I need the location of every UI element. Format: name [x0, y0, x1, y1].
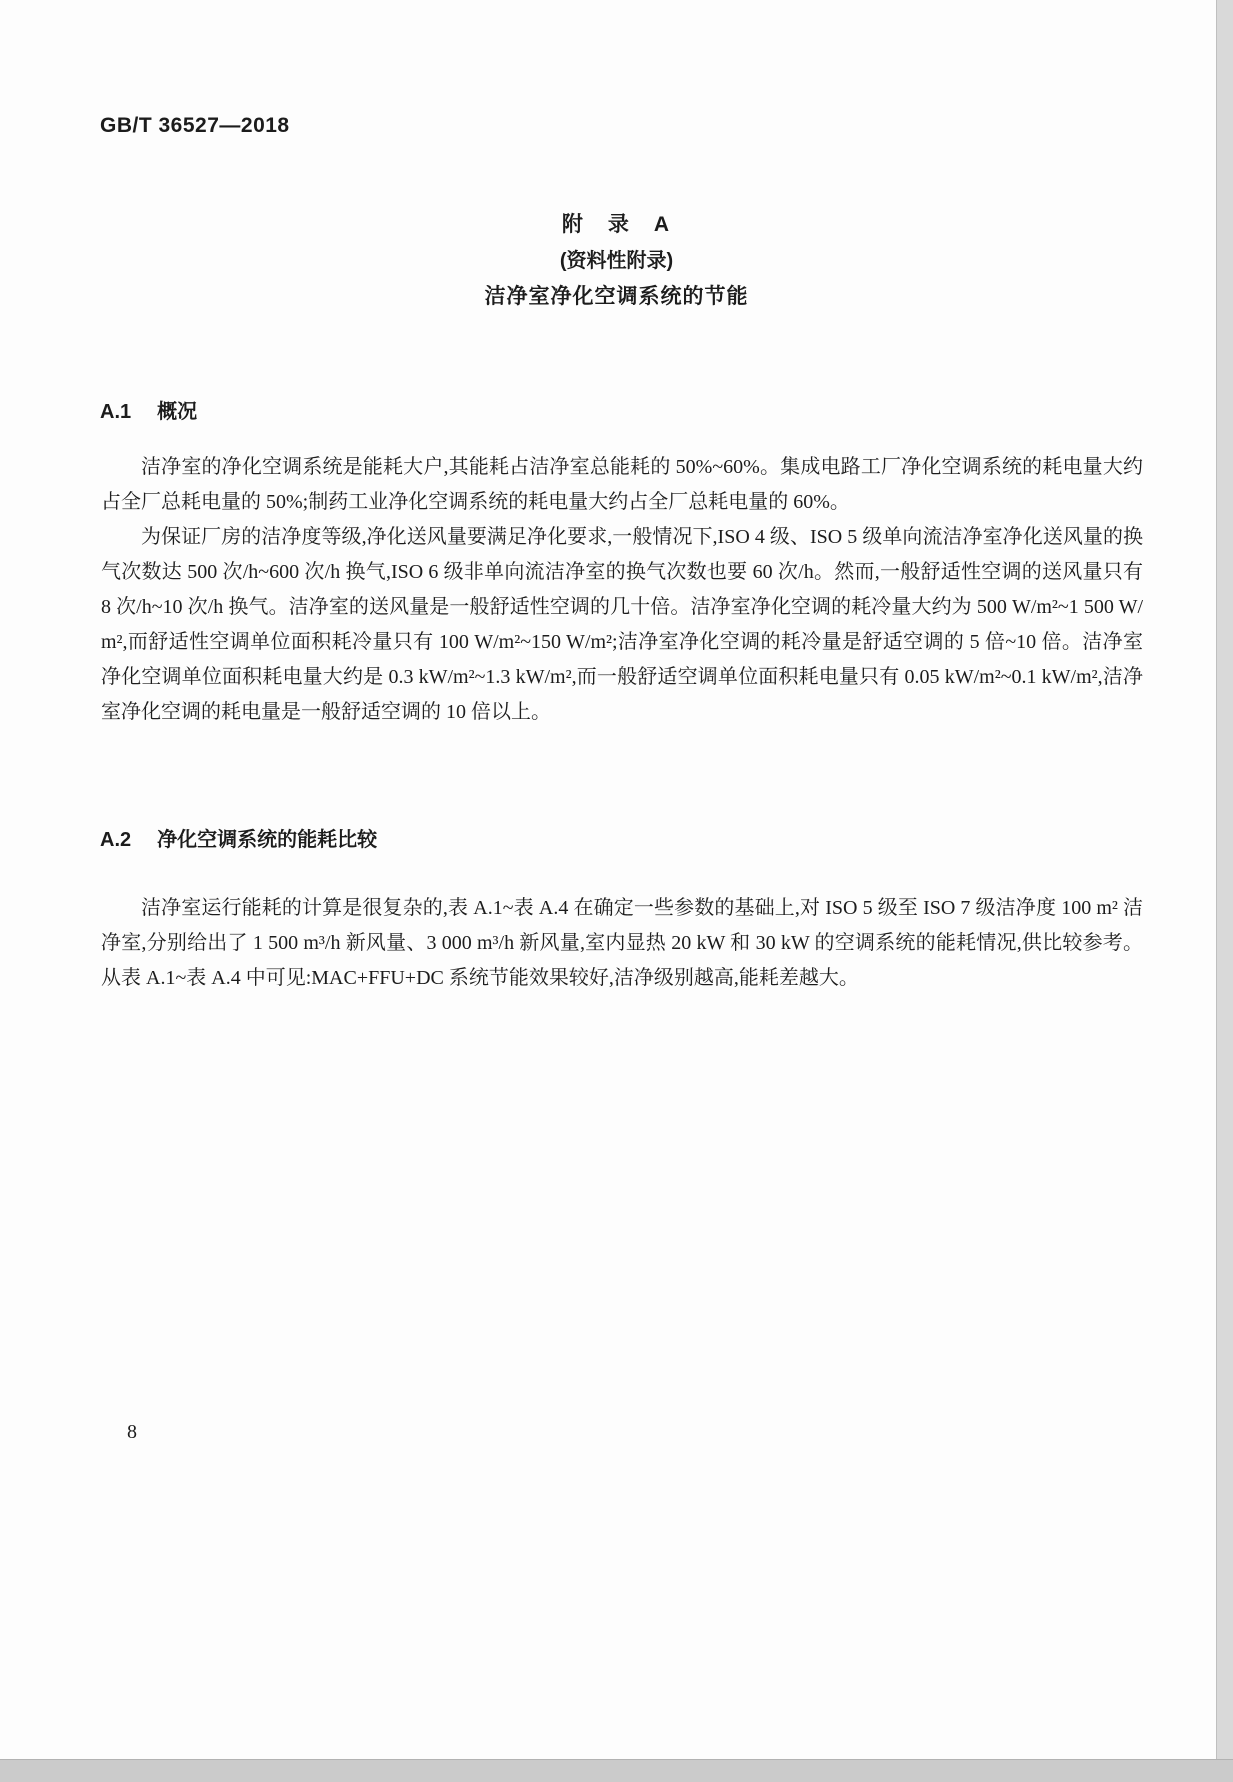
appendix-title: 附 录 A [561, 213, 672, 236]
section-title: 概况 [157, 401, 198, 423]
scan-edge-bottom [0, 1759, 1233, 1782]
section-heading-a2 [100, 826, 377, 854]
scan-edge-right [1216, 0, 1233, 1782]
standard-number: GB/T 36527—2018 [100, 114, 290, 137]
paragraph: 洁净室的净化空调系统是能耗大户,其能耗占洁净室总能耗的 50%~60%。集成电路工厂净化空调系统的耗电量大约占全厂总耗电量的 50%;制药工业净化空调系统的耗电量大约占全厂总耗电量的 60%。 [101, 456, 1143, 513]
section-a2-body [101, 891, 1143, 996]
appendix-title-block [0, 207, 1233, 315]
section-number: A.1 [100, 401, 132, 423]
appendix-subtitle: (资料性附录) [559, 250, 674, 272]
paragraph: 洁净室运行能耗的计算是很复杂的,表 A.1~表 A.4 在确定一些参数的基础上,对 ISO 5 级至 ISO 7 级洁净度 100 m² 洁净室,分别给出了 1 500 m³/h 新风量、3 000 m³/h 新风量,室内显热 20 kW 和 30 kW 的空调系统的能耗情况,供比较参考。从表 A.1~表 A.4 中可见:MAC+FFU+DC 系统节能效果较好,洁净级别越高,能耗差越大。 [101, 897, 1143, 989]
section-heading-a1 [100, 398, 197, 426]
paragraph: 为保证厂房的洁净度等级,净化送风量要满足净化要求,一般情况下,ISO 4 级、ISO 5 级单向流洁净室净化送风量的换气次数达 500 次/h~600 次/h 换气,ISO 6 级非单向流洁净室的换气次数也要 60 次/h。然而,一般舒适性空调的送风量只有 8 次/h~10 次/h 换气。洁净室的送风量是一般舒适性空调的几十倍。洁净室净化空调的耗冷量大约为 500 W/m²~1 500 W/m²,而舒适性空调单位面积耗冷量只有 100 W/m²~150 W/m²;洁净室净化空调的耗冷量是舒适空调的 5 倍~10 倍。洁净室净化空调单位面积耗电量大约是 0.3 kW/m²~1.3 kW/m²,而一般舒适空调单位面积耗电量只有 0.05 kW/m²~0.1 kW/m²,洁净室净化空调的耗电量是一般舒适空调的 10 倍以上。 [101, 526, 1143, 723]
section-number: A.2 [100, 829, 132, 851]
section-title: 净化空调系统的能耗比较 [157, 829, 378, 851]
page-number: 8 [127, 1421, 137, 1443]
appendix-name: 洁净室净化空调系统的节能 [484, 285, 749, 308]
section-a1-body [101, 450, 1143, 730]
